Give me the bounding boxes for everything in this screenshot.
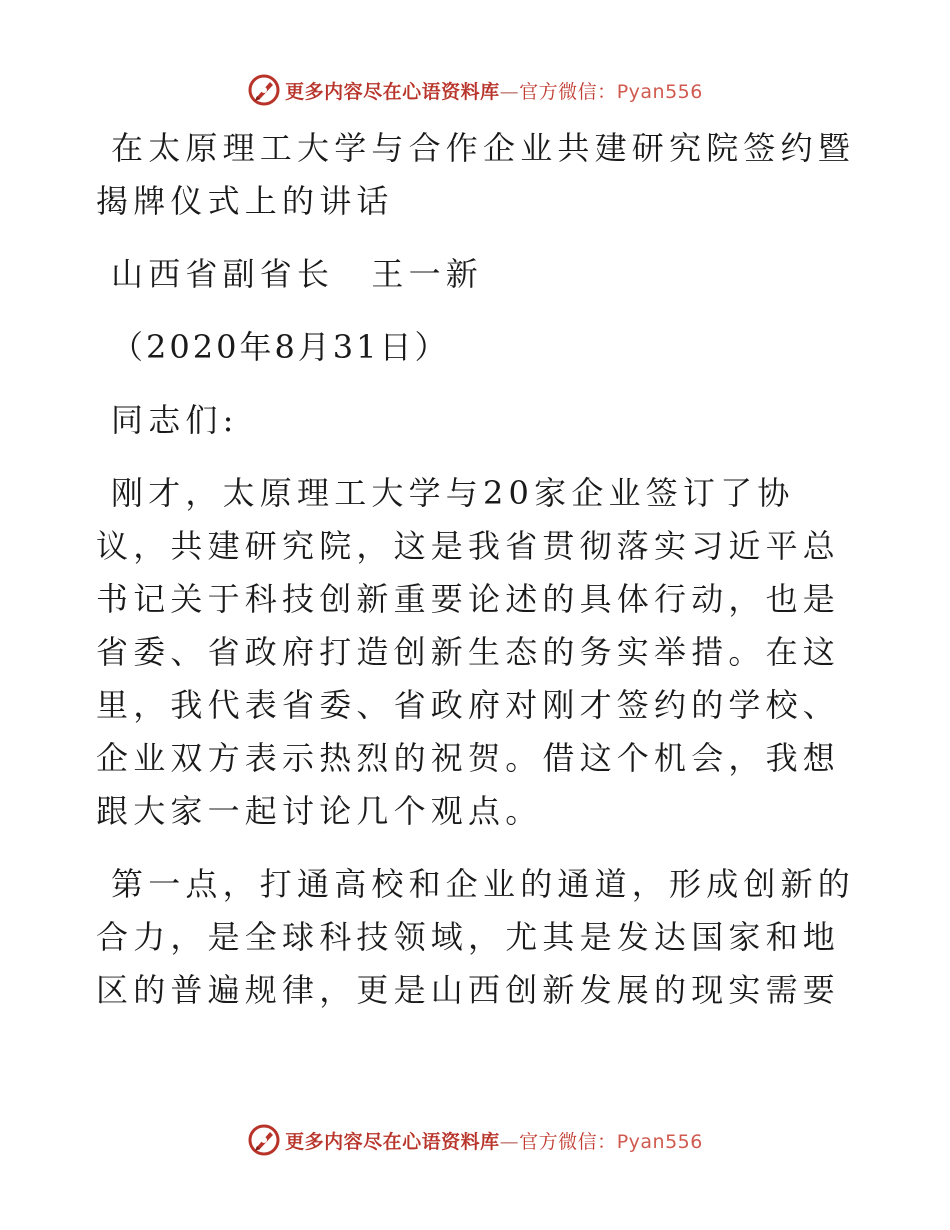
document-date: （2020年8月31日）	[111, 328, 450, 366]
document-title: 在太原理工大学与合作企业共建研究院签约暨揭牌仪式上的讲话	[96, 129, 856, 220]
document-author: 山西省副省长 王一新	[111, 255, 484, 293]
document-paragraph-2: 第一点，打通高校和企业的通道，形成创新的合力，是全球科技领域，尤其是发达国家和地区的普遍规律，更是山西创新发展的现实需要	[96, 865, 856, 1009]
document-body	[96, 122, 856, 1037]
footer-banner	[0, 1120, 950, 1160]
banner-main-text: 更多内容尽在心语资料库	[285, 1130, 500, 1153]
banner-wechat-id: Pyan556	[616, 1130, 703, 1153]
banner-text	[285, 77, 703, 104]
document-paragraph-1: 刚才，太原理工大学与20家企业签订了协议，共建研究院，这是我省贯彻落实习近平总书记关于科技创新重要论述的具体行动，也是省委、省政府打造创新生态的务实举措。在这里，我代表省委、省政府对刚才签约的学校、企业双方表示热烈的祝贺。借这个机会，我想跟大家一起讨论几个观点。	[96, 474, 841, 830]
banner-text	[285, 1127, 703, 1154]
pen-circle-logo-icon	[247, 73, 281, 107]
banner-separator: —	[499, 1130, 520, 1153]
banner-main-text: 更多内容尽在心语资料库	[285, 80, 500, 103]
document-greeting: 同志们:	[111, 401, 239, 439]
banner-wechat-label: 官方微信：	[519, 1130, 617, 1153]
banner-separator: —	[499, 80, 520, 103]
banner-wechat-label: 官方微信：	[519, 80, 617, 103]
pen-circle-logo-icon	[247, 1123, 281, 1157]
banner-wechat-id: Pyan556	[616, 80, 703, 103]
header-banner	[0, 70, 950, 110]
